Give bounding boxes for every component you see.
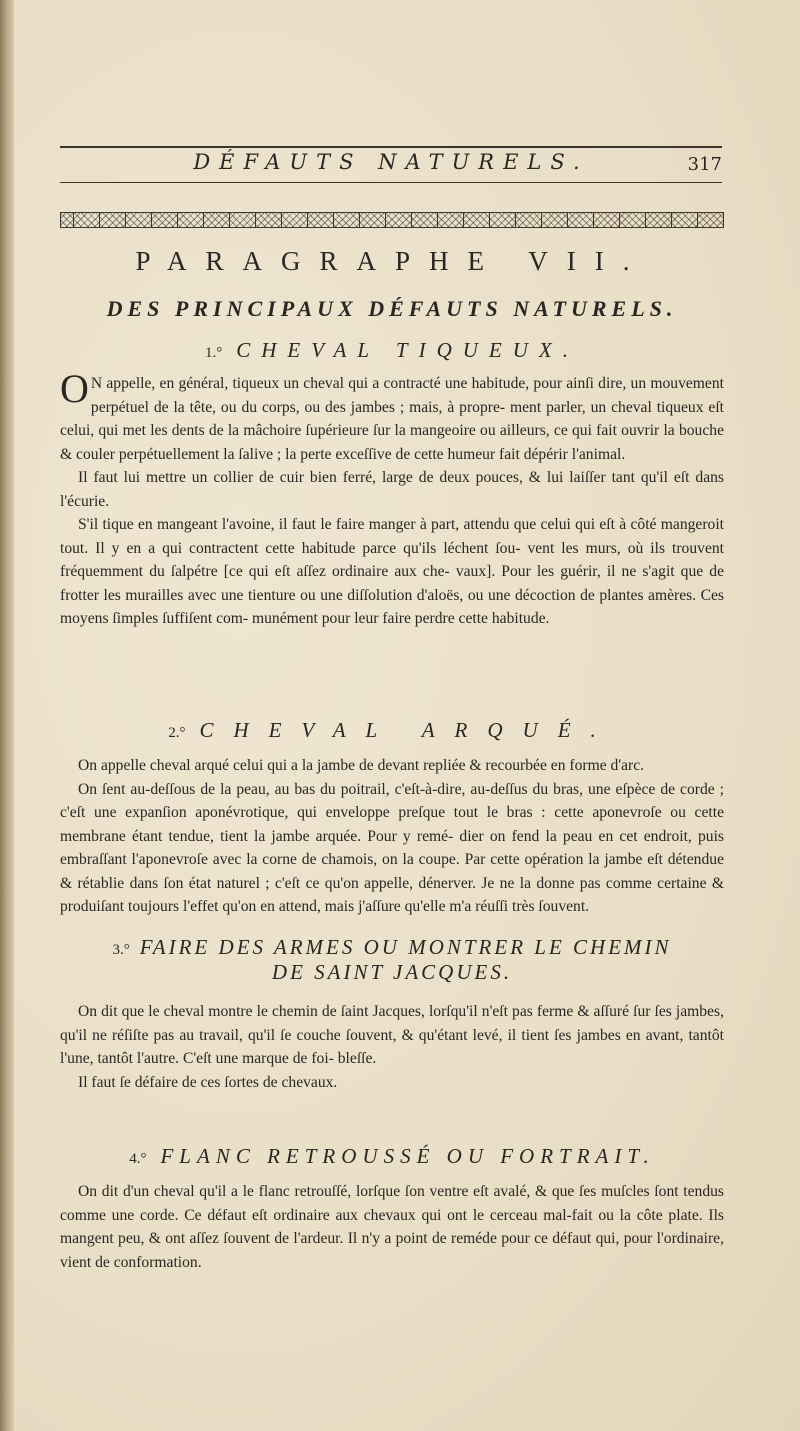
paragraph-heading: PARAGRAPHE VII. xyxy=(135,246,649,276)
subsection-number: 3.° xyxy=(112,942,130,958)
subsection-title: FAIRE DES ARMES OU MONTRER LE CHEMIN xyxy=(139,935,672,959)
text-block-2 xyxy=(60,754,724,919)
text-block-3 xyxy=(60,1000,724,1094)
text-paragraph: On appelle cheval arqué celui qui a la jambe de devant repliée & recourbée en forme d'arc. xyxy=(78,757,645,774)
subsection-title: FLANC RETROUSSÉ OU FORTRAIT. xyxy=(160,1144,655,1168)
text-paragraph: S'il tique en mangeant l'avoine, il faut le faire manger à part, attendu que celui qui eſt à côté mangeroit tout. Il y en a qui contractent cette habitude parce qu'ils léchent ſou- vent les murs, où ils trouvent fréquemment du ſalpétre [ce qui eſt aſſez ordinaire aux che- vaux]. Pour les guérir, il ne s'agit que de frotter les murailles avec une tienture ou une diſſolution d'aloës, ou une décoction de plantes amères. Ces moyens ſimples ſuffiſent com- munément pour leur faire perdre cette habitude. xyxy=(60,516,724,627)
text-block-4 xyxy=(60,1180,724,1274)
subsection-title: DE SAINT JACQUES. xyxy=(271,960,513,984)
subsection-number: 2.° xyxy=(168,725,186,741)
running-head xyxy=(60,148,722,182)
page-number: 317 xyxy=(687,154,722,175)
text-paragraph: On dit que le cheval montre le chemin de ſaint Jacques, lorſqu'il n'eſt pas ferme & aſſuré ſur ſes jambes, qu'il ne réſiſte pas au travail, qu'il ſe couche ſouvent, & qu'étant levé, il tient ſes jambes en avant, tantôt l'une, tantôt l'autre. C'eſt une marque de foi- bleſſe. xyxy=(60,1003,724,1067)
subsection-title: CHEVAL ARQUÉ. xyxy=(199,718,616,742)
subsection-heading-4 xyxy=(60,1144,724,1169)
subsection-heading-1 xyxy=(60,338,724,363)
section-title: DES PRINCIPAUX DÉFAUTS NATURELS. xyxy=(106,296,678,321)
text-block-1 xyxy=(60,366,724,631)
subsection-heading-3 xyxy=(60,935,724,960)
running-title: DÉFAUTS NATURELS. xyxy=(193,150,589,174)
subsection-number: 4.° xyxy=(129,1151,147,1167)
text-paragraph: On dit d'un cheval qu'il a le flanc retrouſſé, lorſque ſon ventre eſt avalé, & que ſes muſcles ſont tendus comme une corde. Ce défaut eſt ordinaire aux chevaux qui ont le cerceau mal-fait ou la côte plate. Ils mangent peu, & ont aſſez ſouvent de l'ardeur. Il n'y a point de reméde pour ce défaut qui, pour l'ordinaire, vient de conformation. xyxy=(60,1183,724,1271)
subsection-heading-2 xyxy=(60,718,724,743)
header-rule-bottom xyxy=(60,182,722,183)
text-paragraph: O N appelle, en général, tiqueux un cheval qui a contracté une habitude, pour ainſi dire, un mouvement perpétuel de la tête, ou du corps, ou des jambes ; mais, à propre- ment parler, un cheval tiqueux eſt celui, qui met les dents de la mâchoire ſupérieure ſur la mangeoire ou ailleurs, ce qui fait ouvrir la bouche & couler perpétuellement la ſalive ; la perte exceſſive de cette humeur fait dépérir l'animal. xyxy=(60,366,724,463)
text-paragraph: Il faut lui mettre un collier de cuir bien ferré, large de deux pouces, & lui laiſſer tant qu'il eſt dans l'écurie. xyxy=(60,469,724,510)
text-paragraph: Il faut ſe défaire de ces ſortes de chevaux. xyxy=(78,1073,338,1091)
decorative-ornament-band xyxy=(60,212,724,228)
subsection-heading-3-line2 xyxy=(60,960,724,985)
drop-cap: O xyxy=(60,366,89,411)
subsection-title: CHEVAL TIQUEUX. xyxy=(236,338,579,362)
subsection-number: 1.° xyxy=(205,345,223,361)
text-paragraph: On ſent au-deſſous de la peau, au bas du poitrail, c'eſt-à-dire, au-deſſus du bras, une eſpèce de corde ; c'eſt une expanſion aponévrotique, qui enveloppe preſque tout le bras : cette aponevroſe ou cette membrane étant tendue, tient la jambe arquée. Pour y remé- dier on fend la peau en cet endroit, puis embraſſant l'aponevroſe avec la corne de chamois, on la coupe. Par cette opération la jambe eſt détendue & rétablie dans ſon état naturel ; c'eſt ce qu'on appelle, dénerver. Je ne la donne pas comme certaine & produiſant toujours l'effet qu'on en attend, mais j'aſſure qu'elle m'a réuſſi très ſouvent. xyxy=(60,780,724,915)
